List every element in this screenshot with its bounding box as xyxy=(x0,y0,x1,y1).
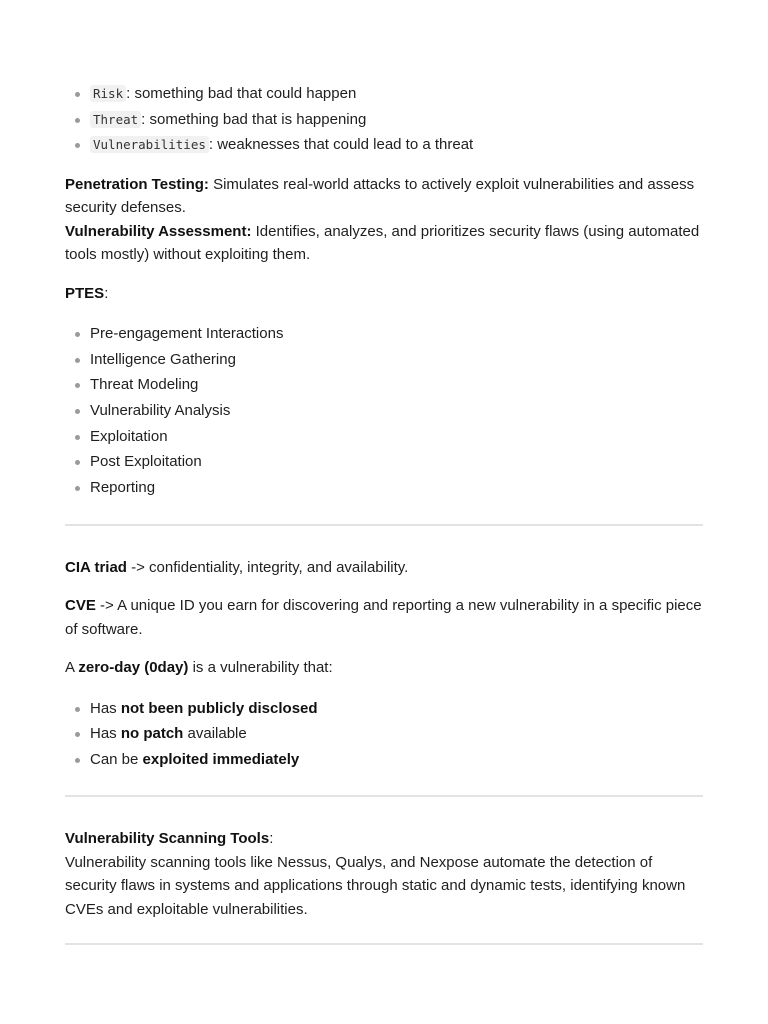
cve-paragraph xyxy=(65,594,703,641)
term-code: Vulnerabilities xyxy=(90,136,209,153)
list-item xyxy=(65,697,703,723)
list-item: Pre-engagement Interactions xyxy=(65,322,703,348)
term-code: Threat xyxy=(90,111,141,128)
vulnerability-assessment-label: Vulnerability Assessment: xyxy=(65,222,252,240)
list-item: Reporting xyxy=(65,476,703,502)
ptes-colon: : xyxy=(104,284,109,302)
list-item xyxy=(65,748,703,774)
vulnerability-assessment-text: Identifies, analyzes, and prioritizes security flaws (using automated tools mostly) without exploiting them. xyxy=(65,222,700,263)
list-item xyxy=(65,108,703,134)
list-item xyxy=(65,82,703,108)
trait-emphasis: no patch xyxy=(120,725,184,743)
trait-prefix: Has xyxy=(90,699,121,717)
ptes-heading xyxy=(65,282,703,306)
scanning-tools-colon: : xyxy=(269,830,274,848)
divider xyxy=(65,943,703,945)
penetration-testing-label: Penetration Testing: xyxy=(65,175,209,193)
cve-text: -> A unique ID you earn for discovering and reporting a new vulnerability in a specific piece of software. xyxy=(65,597,702,638)
term-definition: : something bad that could happen xyxy=(126,85,357,102)
divider xyxy=(65,795,703,797)
list-item: Intelligence Gathering xyxy=(65,348,703,374)
list-item: Exploitation xyxy=(65,425,703,451)
cia-triad-text: -> confidentiality, integrity, and availability. xyxy=(126,558,409,576)
penetration-testing-paragraph xyxy=(65,173,703,220)
zero-day-traits-list xyxy=(65,697,703,774)
term-definition: : something bad that is happening xyxy=(141,110,367,128)
zero-day-label: zero-day (0day) xyxy=(78,659,189,677)
trait-suffix: available xyxy=(183,725,247,743)
list-item: Post Exploitation xyxy=(65,450,703,476)
zero-day-paragraph xyxy=(65,656,703,680)
list-item xyxy=(65,722,703,748)
cia-triad-paragraph xyxy=(65,556,703,580)
trait-emphasis: exploited immediately xyxy=(142,750,300,768)
scanning-tools-heading xyxy=(65,827,703,851)
scanning-tools-paragraph: Vulnerability scanning tools like Nessus, Qualys, and Nexpose automate the detection of security flaws in systems and applications through static and dynamic tests, identifying known CVEs and exploitable vulnerabilities. xyxy=(65,853,686,918)
cia-triad-label: CIA triad xyxy=(65,558,127,576)
scanning-tools-label: Vulnerability Scanning Tools xyxy=(65,830,270,848)
penetration-testing-text: Simulates real-world attacks to actively exploit vulnerabilities and assess security defenses. xyxy=(65,175,695,216)
zero-day-suffix: is a vulnerability that: xyxy=(188,659,333,677)
term-code: Risk xyxy=(90,85,126,102)
divider xyxy=(65,524,703,526)
term-definitions-list xyxy=(65,82,703,159)
ptes-label: PTES xyxy=(65,284,105,302)
zero-day-prefix: A xyxy=(65,659,79,677)
vulnerability-assessment-paragraph xyxy=(65,220,703,267)
trait-prefix: Can be xyxy=(90,750,143,768)
trait-prefix: Has xyxy=(90,725,121,743)
list-item xyxy=(65,133,703,159)
list-item: Vulnerability Analysis xyxy=(65,399,703,425)
list-item: Threat Modeling xyxy=(65,373,703,399)
cve-label: CVE xyxy=(65,597,96,615)
term-definition: : weaknesses that could lead to a threat xyxy=(208,136,474,153)
trait-emphasis: not been publicly disclosed xyxy=(120,699,318,717)
ptes-phases-list xyxy=(65,322,703,502)
